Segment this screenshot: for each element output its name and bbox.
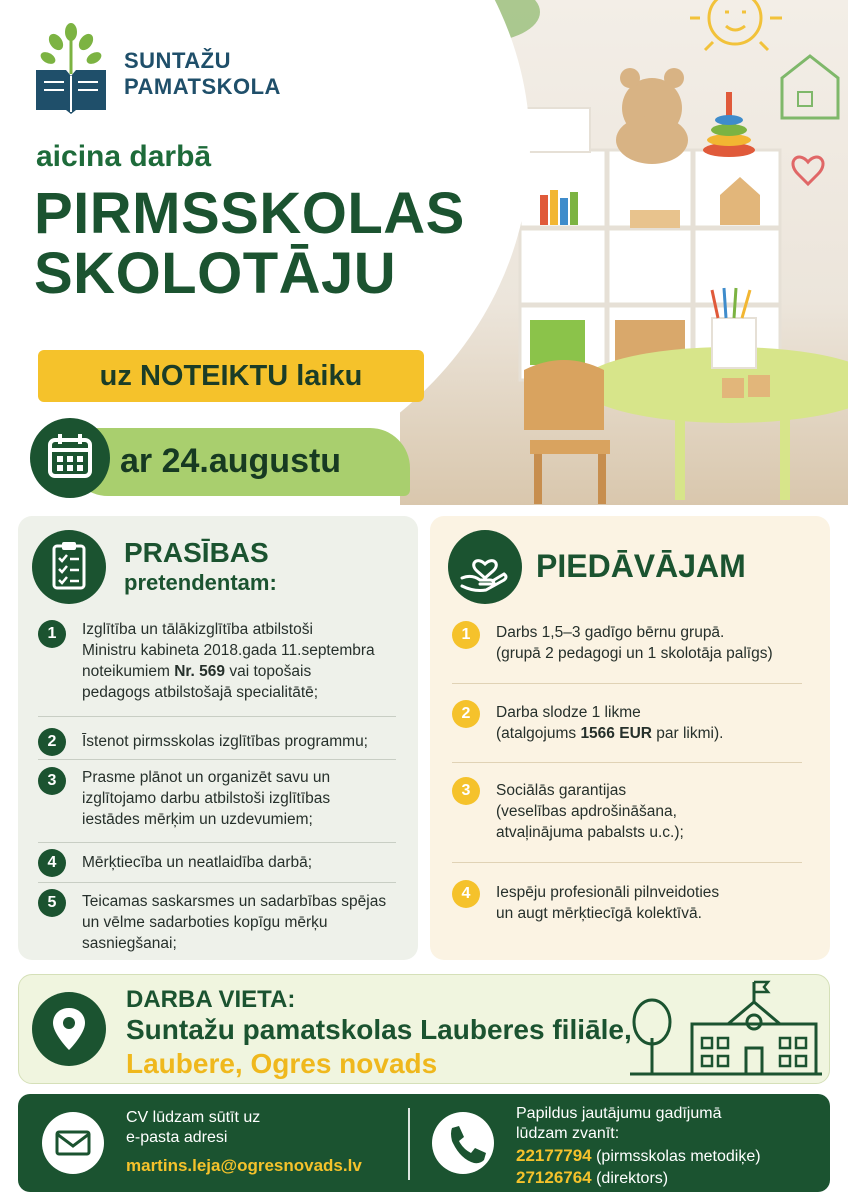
divider [38, 842, 396, 843]
requirement-text: sasniegšanai; [82, 935, 177, 952]
offer-number: 1 [452, 621, 480, 649]
clipboard-icon [32, 530, 106, 604]
regulation-number: Nr. 569 [174, 663, 226, 680]
requirements-subtitle: pretendentam: [124, 570, 277, 595]
offer-item-2 [496, 702, 723, 744]
phone-role: (pirmsskolas metodiķe) [596, 1148, 761, 1165]
offer-text: Sociālās garantijas [496, 782, 627, 799]
school-name [124, 48, 281, 100]
offer-text: Darba slodze 1 likme [496, 704, 641, 721]
phone-instructions-line: lūdzam zvanīt: [516, 1125, 620, 1142]
clipboard-icon-circle [32, 530, 106, 604]
offer-text: un augt mērķtiecīgā kolektīvā. [496, 905, 702, 922]
school-name-line1: SUNTAŽU [124, 48, 231, 73]
requirement-text-part: vai topošais [225, 663, 312, 680]
offer-item-4 [496, 882, 719, 924]
requirement-text: Prasme plānot un organizēt savu un [82, 769, 331, 786]
phone-role: (direktors) [596, 1170, 669, 1187]
phone-line-2 [516, 1168, 668, 1188]
offer-number: 4 [452, 880, 480, 908]
location-pin-icon [32, 992, 106, 1066]
email-instructions [126, 1108, 260, 1148]
offer-text: Darbs 1,5–3 gadīgo bērnu grupā. [496, 624, 725, 641]
requirement-text: izglītojamo darbu atbilstoši izglītības [82, 790, 331, 807]
email-instructions-line: e-pasta adresi [126, 1129, 228, 1146]
school-building-icon [630, 978, 822, 1078]
requirement-item-1 [82, 619, 375, 703]
offer-text: (grupā 2 pedagogi un 1 skolotāja palīgs) [496, 645, 773, 662]
email-instructions-line: CV lūdzam sūtīt uz [126, 1109, 261, 1126]
hand-heart-icon-circle [448, 530, 522, 604]
requirement-item-3 [82, 767, 330, 830]
calendar-icon [30, 418, 110, 498]
requirement-item-2: Īstenot pirmsskolas izglītības programmu; [82, 733, 368, 750]
term-badge: uz NOTEIKTU laiku [38, 350, 424, 402]
phone-instructions [516, 1104, 721, 1144]
requirement-number: 4 [38, 849, 66, 877]
requirement-number: 2 [38, 728, 66, 756]
job-title-line2: SKOLOTĀJU [34, 241, 397, 306]
requirement-text: Teicamas saskarsmes un sadarbības spējas [82, 893, 387, 910]
offer-title: PIEDĀVĀJAM [536, 548, 746, 584]
workplace-area: Laubere, Ogres novads [126, 1048, 438, 1079]
requirement-number: 1 [38, 620, 66, 648]
divider [452, 683, 802, 684]
requirement-text: Izglītība un tālākizglītība atbilstoši [82, 621, 313, 638]
mail-icon [42, 1112, 104, 1174]
workplace-name: Suntažu pamatskolas Lauberes filiāle, [126, 1014, 632, 1045]
divider [38, 759, 396, 760]
school-logo-icon [34, 22, 108, 114]
divider [452, 762, 802, 763]
offer-text: atvaļinājuma pabalsts u.c.); [496, 824, 684, 841]
hand-heart-icon [448, 530, 522, 604]
offer-number: 2 [452, 700, 480, 728]
job-title [34, 181, 465, 306]
offer-text: Iespēju profesionāli pilnveidoties [496, 884, 720, 901]
location-pin-icon-circle [32, 992, 106, 1066]
offer-text-part: par likmi). [651, 725, 724, 742]
requirement-item-4: Mērķtiecība un neatlaidība darbā; [82, 854, 313, 871]
requirement-item-5 [82, 891, 386, 954]
contact-divider [408, 1108, 410, 1180]
workplace-label: DARBA VIETA: [126, 986, 296, 1013]
requirement-text: Ministru kabineta 2018.gada 11.septembra [82, 642, 375, 659]
salary-amount: 1566 EUR [580, 725, 652, 742]
divider [38, 882, 396, 883]
invite-text: aicina darbā [36, 140, 212, 173]
offer-text [496, 723, 723, 744]
offer-item-3 [496, 780, 684, 843]
phone-icon-circle [432, 1112, 494, 1174]
phone-instructions-line: Papildus jautājumu gadījumā [516, 1105, 722, 1122]
job-title-line1: PIRMSSKOLAS [34, 181, 465, 246]
divider [38, 716, 396, 717]
requirement-text: pedagogs atbilstošajā specialitātē; [82, 684, 319, 701]
requirement-text: iestādes mērķim un uzdevumiem; [82, 811, 313, 828]
requirement-number: 5 [38, 889, 66, 917]
phone-number-link[interactable]: 22177794 [516, 1146, 592, 1165]
email-icon-circle [42, 1112, 104, 1174]
requirement-text-part: noteikumiem [82, 663, 175, 680]
start-date: ar 24.augustu [120, 442, 342, 480]
requirements-title: PRASĪBAS [124, 537, 269, 568]
offer-number: 3 [452, 777, 480, 805]
phone-number-link[interactable]: 27126764 [516, 1168, 592, 1187]
phone-line-1 [516, 1146, 761, 1166]
email-address-link[interactable]: martins.leja@ogresnovads.lv [126, 1156, 362, 1175]
requirement-text: un vēlme sadarboties kopīgu mērķu [82, 914, 328, 931]
school-name-line2: PAMATSKOLA [124, 74, 281, 99]
calendar-icon-circle [30, 418, 110, 498]
offer-item-1 [496, 622, 773, 664]
requirement-number: 3 [38, 767, 66, 795]
divider [452, 862, 802, 863]
offer-text-part: (atalgojums [496, 725, 581, 742]
requirement-text [82, 661, 375, 682]
offer-text: (veselības apdrošināšana, [496, 803, 677, 820]
phone-icon [432, 1112, 494, 1174]
